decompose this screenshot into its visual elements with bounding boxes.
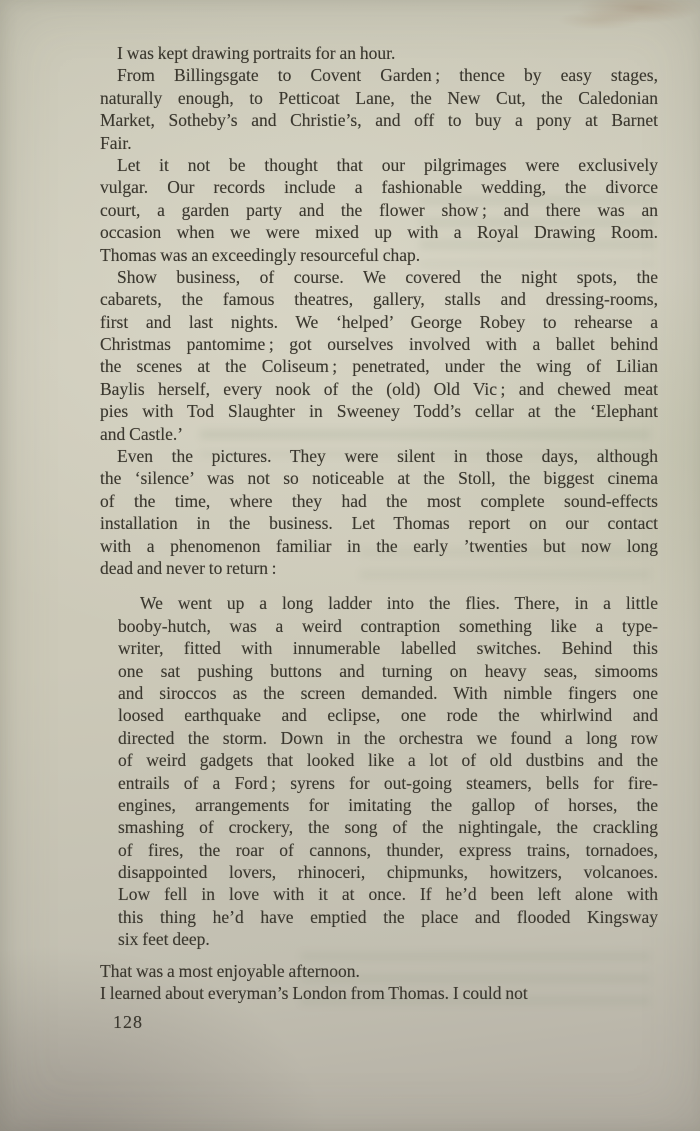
- text-line: That was a most enjoyable afternoon.: [100, 960, 360, 981]
- text-line: I learned about everyman’s London from Thomas. I could not: [100, 983, 528, 1004]
- paragraph: [100, 64, 658, 154]
- text-line: court, a garden party and the flower show ; and there was an: [100, 199, 658, 220]
- text-line: dead and never to return :: [100, 557, 277, 578]
- quote-line: one sat pushing buttons and turning on heavy seas, simooms: [118, 660, 658, 681]
- text-line: of the time, where they had the most complete sound-effects: [100, 490, 658, 511]
- text-line: vulgar. Our records include a fashionable wedding, the divorce: [100, 177, 658, 198]
- quote-line: directed the storm. Down in the orchestra we found a long row: [118, 727, 658, 748]
- page-number: 128: [113, 1012, 143, 1033]
- text-line: Even the pictures. They were silent in those days, although: [117, 446, 658, 467]
- text-line: with a phenomenon familiar in the early ’twenties but now long: [100, 535, 658, 556]
- paragraph: [100, 266, 658, 445]
- text-line: and Castle.’: [100, 423, 184, 444]
- text-line: Let it not be thought that our pilgrimages were exclusively: [117, 154, 658, 175]
- quote-line: six feet deep.: [118, 929, 210, 950]
- text-line: naturally enough, to Petticoat Lane, the New Cut, the Caledonian: [100, 87, 658, 108]
- quote-line: entrails of a Ford ; syrens for out-going steamers, bells for fire-: [118, 772, 658, 793]
- text-line: Market, Sotheby’s and Christie’s, and off to buy a pony at Barnet: [100, 110, 658, 131]
- paragraph: [100, 154, 658, 266]
- text-line: first and last nights. We ‘helped’ George Robey to rehearse a: [100, 311, 658, 332]
- text-line: pies with Tod Slaughter in Sweeney Todd’s cellar at the ‘Elephant: [100, 401, 658, 422]
- text-line: I was kept drawing portraits for an hour.: [117, 43, 396, 63]
- quote-line: loosed earthquake and eclipse, one rode the whirlwind and: [118, 705, 658, 726]
- paragraph: [100, 42, 658, 64]
- quote-line: this thing he’d have emptied the place and flooded Kingsway: [118, 906, 658, 927]
- text-line: the scenes at the Coliseum ; penetrated, under the wing of Lilian: [100, 356, 658, 377]
- text-line: installation in the business. Let Thomas report on our contact: [100, 513, 658, 534]
- text-line: Baylis herself, every nook of the (old) Old Vic ; and chewed meat: [100, 378, 658, 399]
- quote-line: smashing of crockery, the song of the nightingale, the crackling: [118, 817, 658, 838]
- quote-line: and siroccos as the screen demanded. With nimble fingers one: [118, 682, 658, 703]
- text-line: Show business, of course. We covered the night spots, the: [117, 266, 658, 287]
- quote-line: Low fell in love with it at once. If he’d been left alone with: [118, 884, 658, 905]
- text-line: From Billingsgate to Covent Garden ; thence by easy stages,: [117, 65, 658, 86]
- block-quote: [100, 592, 658, 950]
- text-line: cabarets, the famous theatres, gallery, stalls and dressing-rooms,: [100, 289, 658, 310]
- paragraph: [100, 445, 658, 579]
- text-line: occasion when we were mixed up with a Royal Drawing Room.: [100, 222, 658, 243]
- text-line: the ‘silence’ was not so noticeable at the Stoll, the biggest cinema: [100, 468, 658, 489]
- text-line: Christmas pantomime ; got ourselves involved with a ballet behind: [100, 334, 658, 355]
- quote-line: We went up a long ladder into the flies. There, in a little: [140, 593, 658, 614]
- quote-line: of fires, the roar of cannons, thunder, express trains, tornadoes,: [118, 839, 658, 860]
- text-line: Fair.: [100, 132, 132, 153]
- quote-line: engines, arrangements for imitating the gallop of horses, the: [118, 794, 658, 815]
- quote-line: disappointed lovers, rhinoceri, chipmunks, howitzers, volcanoes.: [118, 862, 658, 883]
- quote-line: of weird gadgets that looked like a lot of old dustbins and the: [118, 750, 658, 771]
- text-line: Thomas was an exceedingly resourceful chap.: [100, 244, 421, 265]
- quote-line: booby-hutch, was a weird contraption something like a type-: [118, 615, 658, 636]
- closing-paragraph: [100, 960, 658, 1005]
- text-block: [100, 42, 658, 1034]
- quote-line: writer, fitted with innumerable labelled switches. Behind this: [118, 638, 658, 659]
